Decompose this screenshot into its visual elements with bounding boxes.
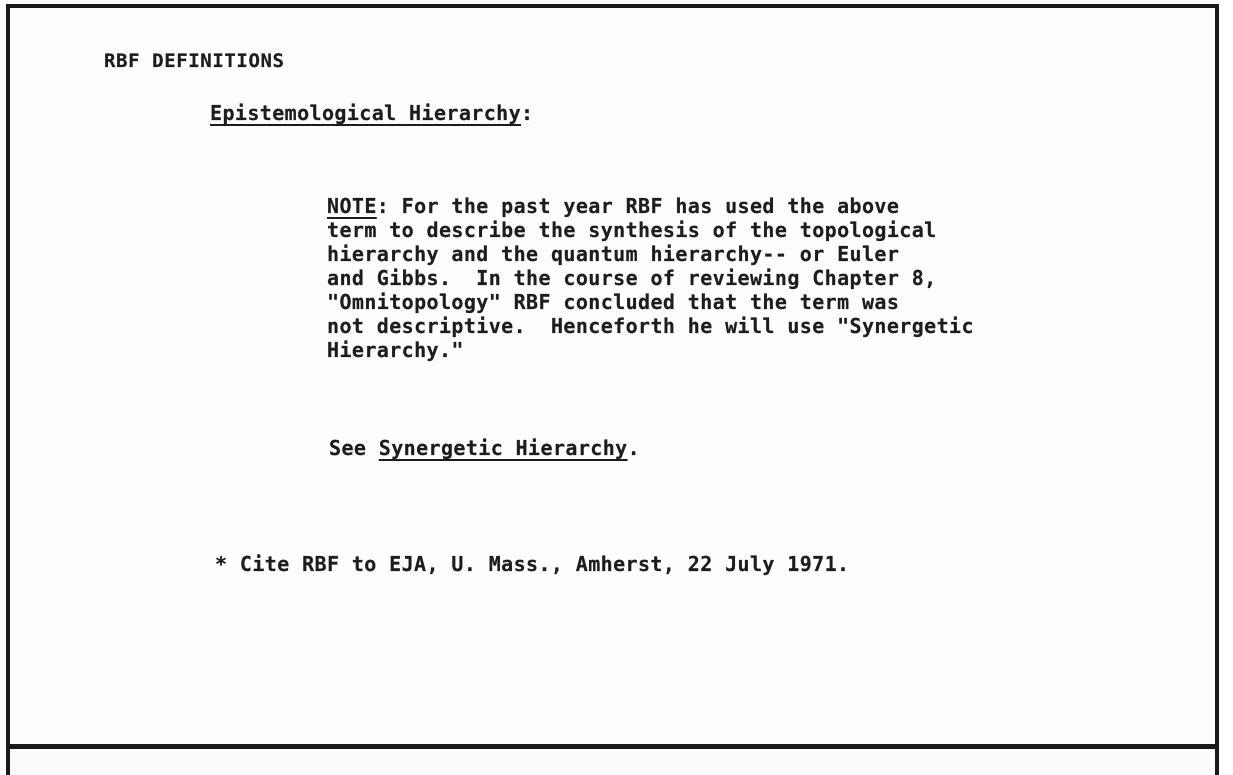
note-line-7: Hierarchy." — [327, 338, 464, 362]
see-suffix: . — [627, 436, 641, 460]
see-prefix: See — [329, 436, 379, 460]
note-line-1: : For the past year RBF has used the above — [376, 194, 900, 218]
note-line-3: hierarchy and the quantum hierarchy-- or Euler — [327, 242, 900, 266]
note-line-5: "Omnitopology" RBF concluded that the term was — [327, 290, 900, 314]
note-line-2: term to describe the synthesis of the topological — [327, 218, 937, 242]
see-also — [329, 436, 640, 460]
see-also-link[interactable]: Synergetic Hierarchy — [378, 436, 628, 460]
note-block — [327, 194, 974, 362]
note-line-6: not descriptive. Henceforth he will use "Synergetic — [327, 314, 974, 338]
next-card-edge — [6, 749, 1219, 775]
note-line-4: and Gibbs. In the course of reviewing Chapter 8, — [327, 266, 937, 290]
note-label: NOTE — [327, 194, 377, 218]
citation: * Cite RBF to EJA, U. Mass., Amherst, 22 July 1971. — [215, 552, 850, 576]
term-colon: : — [521, 101, 534, 125]
definition-term — [210, 101, 533, 125]
term-heading: Epistemological Hierarchy — [210, 101, 522, 125]
definition-card — [6, 4, 1219, 749]
page-title: RBF DEFINITIONS — [104, 50, 285, 72]
